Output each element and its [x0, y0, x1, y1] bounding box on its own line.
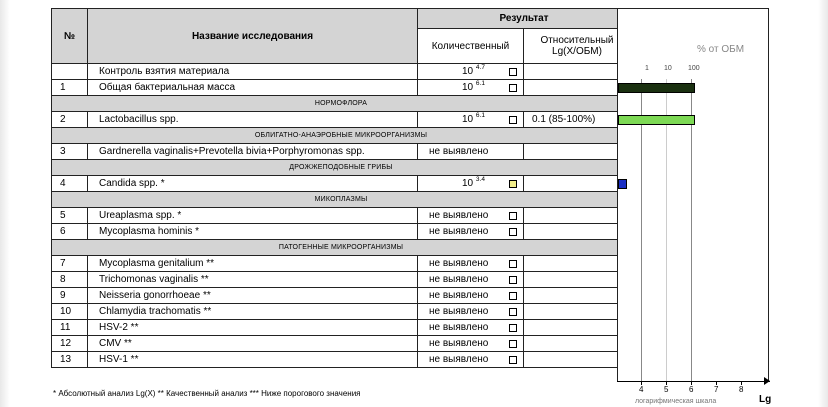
- quantitative-indicator-box: [509, 308, 517, 316]
- results-table: [51, 8, 631, 368]
- chart-title: % от ОБМ: [697, 44, 745, 55]
- chart-x-axis-arrow: [764, 377, 770, 385]
- test-name: Candida spp. *: [88, 176, 418, 192]
- table-row: [52, 336, 631, 352]
- quantitative-result: [418, 336, 524, 352]
- table-row: [52, 288, 631, 304]
- table-row: [52, 208, 631, 224]
- test-name: Neisseria gonorrhoeae **: [88, 288, 418, 304]
- quantitative-result: [418, 144, 524, 160]
- quantitative-value: не выявлено: [429, 146, 489, 157]
- quantitative-value: не выявлено: [429, 210, 489, 221]
- test-name: Контроль взятия материала: [88, 64, 418, 80]
- test-name: HSV-1 **: [88, 352, 418, 368]
- quantitative-value: не выявлено: [429, 274, 489, 285]
- row-number: 7: [52, 256, 88, 272]
- chart-bar: [618, 179, 627, 189]
- table-row: [52, 176, 631, 192]
- chart-axis-caption: логарифмическая шкала: [635, 398, 717, 405]
- section-title: МИКОПЛАЗМЫ: [52, 192, 631, 208]
- row-number: 1: [52, 80, 88, 96]
- quantitative-exponent: 6.1: [475, 112, 485, 119]
- section-title: НОРМОФЛОРА: [52, 96, 631, 112]
- section-row: [52, 128, 631, 144]
- row-number: 10: [52, 304, 88, 320]
- chart-bar: [618, 83, 695, 93]
- table-row: [52, 352, 631, 368]
- quantitative-indicator-box: [509, 84, 517, 92]
- quantitative-value: не выявлено: [429, 338, 489, 349]
- quantitative-result: [418, 256, 524, 272]
- test-name: HSV-2 **: [88, 320, 418, 336]
- relative-result: [524, 304, 631, 320]
- row-number: 13: [52, 352, 88, 368]
- test-name: Mycoplasma hominis *: [88, 224, 418, 240]
- row-number: [52, 64, 88, 80]
- relative-result: [524, 224, 631, 240]
- row-number: 6: [52, 224, 88, 240]
- table-row: [52, 64, 631, 80]
- relative-result: [524, 112, 631, 128]
- test-name: CMV **: [88, 336, 418, 352]
- row-number: 2: [52, 112, 88, 128]
- chart-bar: [618, 115, 695, 125]
- quantitative-indicator-box: [509, 356, 517, 364]
- relative-result: [524, 176, 631, 192]
- table-row: [52, 272, 631, 288]
- quantitative-value: не выявлено: [429, 290, 489, 301]
- quantitative-indicator-box: [509, 68, 517, 76]
- row-number: 11: [52, 320, 88, 336]
- chart-x-tick-label: 4: [639, 385, 644, 394]
- table-row: [52, 144, 631, 160]
- chart-x-tick-label: 5: [664, 385, 669, 394]
- quantitative-indicator-box: [509, 292, 517, 300]
- quantitative-result: [418, 80, 524, 96]
- row-number: 5: [52, 208, 88, 224]
- test-name: Gardnerella vaginalis+Prevotella bivia+Porphyromonas spp.: [88, 144, 418, 160]
- quantitative-value: не выявлено: [429, 306, 489, 317]
- quantitative-result: [418, 208, 524, 224]
- section-title: ДРОЖЖЕПОДОБНЫЕ ГРИБЫ: [52, 160, 631, 176]
- section-title: ПАТОГЕННЫЕ МИКРООРГАНИЗМЫ: [52, 240, 631, 256]
- column-header-name: Название исследования: [88, 9, 418, 64]
- page-shadow-right: [818, 0, 828, 407]
- test-name: Ureaplasma spp. *: [88, 208, 418, 224]
- chart-x-tick-label: 7: [714, 385, 719, 394]
- relative-result: [524, 352, 631, 368]
- table-row: [52, 304, 631, 320]
- relative-result: [524, 208, 631, 224]
- quantitative-value: не выявлено: [429, 258, 489, 269]
- quantitative-result: [418, 288, 524, 304]
- page-shadow-left: [0, 0, 10, 407]
- test-name: Trichomonas vaginalis **: [88, 272, 418, 288]
- section-row: [52, 96, 631, 112]
- chart-top-scale-label: 1: [645, 65, 649, 72]
- chart-x-tick-label: 8: [739, 385, 744, 394]
- section-row: [52, 240, 631, 256]
- quantitative-value: 10 $^{6.1}$: [462, 112, 485, 125]
- test-name: Общая бактериальная масса: [88, 80, 418, 96]
- quantitative-exponent: 6.1: [475, 80, 485, 87]
- relative-result: [524, 336, 631, 352]
- quantitative-indicator-box: [509, 212, 517, 220]
- quantitative-value: не выявлено: [429, 226, 489, 237]
- column-header-relative-line1: Относительный: [540, 35, 614, 46]
- quantitative-value: 10 $^{4.7}$: [462, 64, 485, 77]
- quantitative-result: [418, 64, 524, 80]
- table-row: [52, 256, 631, 272]
- quantitative-indicator-box: [509, 116, 517, 124]
- footnote: * Абсолютный анализ Lg(X) ** Качественный анализ *** Ниже порогового значения: [53, 389, 361, 398]
- relative-result: [524, 320, 631, 336]
- relative-result: [524, 64, 631, 80]
- quantitative-result: [418, 112, 524, 128]
- chart-axis-label: Lg: [759, 394, 772, 405]
- chart-x-tick-label: 6: [689, 385, 694, 394]
- column-header-number: №: [52, 9, 88, 64]
- quantitative-result: [418, 272, 524, 288]
- quantitative-value: не выявлено: [429, 322, 489, 333]
- table-row: [52, 320, 631, 336]
- chart-top-scale-label: 10: [664, 65, 672, 72]
- relative-result: [524, 80, 631, 96]
- table-row: [52, 224, 631, 240]
- test-name: Chlamydia trachomatis **: [88, 304, 418, 320]
- quantitative-result: [418, 224, 524, 240]
- relative-result: [524, 272, 631, 288]
- test-name: Mycoplasma genitalium **: [88, 256, 418, 272]
- section-title: ОБЛИГАТНО-АНАЭРОБНЫЕ МИКРООРГАНИЗМЫ: [52, 128, 631, 144]
- section-row: [52, 192, 631, 208]
- relative-result: [524, 144, 631, 160]
- column-header-relative-line2: Lg(X/ОБМ): [552, 46, 602, 57]
- row-number: 4: [52, 176, 88, 192]
- quantitative-exponent: 3.4: [475, 176, 485, 183]
- section-row: [52, 160, 631, 176]
- chart-top-scale-label: 100: [688, 65, 700, 72]
- table-row: [52, 112, 631, 128]
- row-number: 12: [52, 336, 88, 352]
- chart-x-axis: [617, 381, 770, 382]
- quantitative-result: [418, 176, 524, 192]
- column-header-relative: [524, 29, 631, 64]
- quantitative-result: [418, 352, 524, 368]
- quantitative-indicator-box: [509, 228, 517, 236]
- column-header-quantitative: Количественный: [418, 29, 524, 64]
- row-number: 9: [52, 288, 88, 304]
- relative-value: 0.1 (85-100%): [532, 114, 596, 125]
- quantitative-value: не выявлено: [429, 354, 489, 365]
- quantitative-value: 10 $^{6.1}$: [462, 80, 485, 93]
- quantitative-result: [418, 304, 524, 320]
- column-header-result: Результат: [418, 9, 631, 29]
- quantitative-indicator-box: [509, 340, 517, 348]
- table-row: [52, 80, 631, 96]
- quantitative-value: 10 $^{3.4}$: [462, 176, 485, 189]
- quantitative-indicator-box: [509, 260, 517, 268]
- quantitative-exponent: 4.7: [475, 64, 485, 71]
- quantitative-indicator-box: [509, 324, 517, 332]
- row-number: 3: [52, 144, 88, 160]
- relative-result: [524, 256, 631, 272]
- row-number: 8: [52, 272, 88, 288]
- quantitative-indicator-box: [509, 180, 517, 188]
- test-name: Lactobacillus spp.: [88, 112, 418, 128]
- quantitative-indicator-box: [509, 276, 517, 284]
- relative-result: [524, 288, 631, 304]
- quantitative-result: [418, 320, 524, 336]
